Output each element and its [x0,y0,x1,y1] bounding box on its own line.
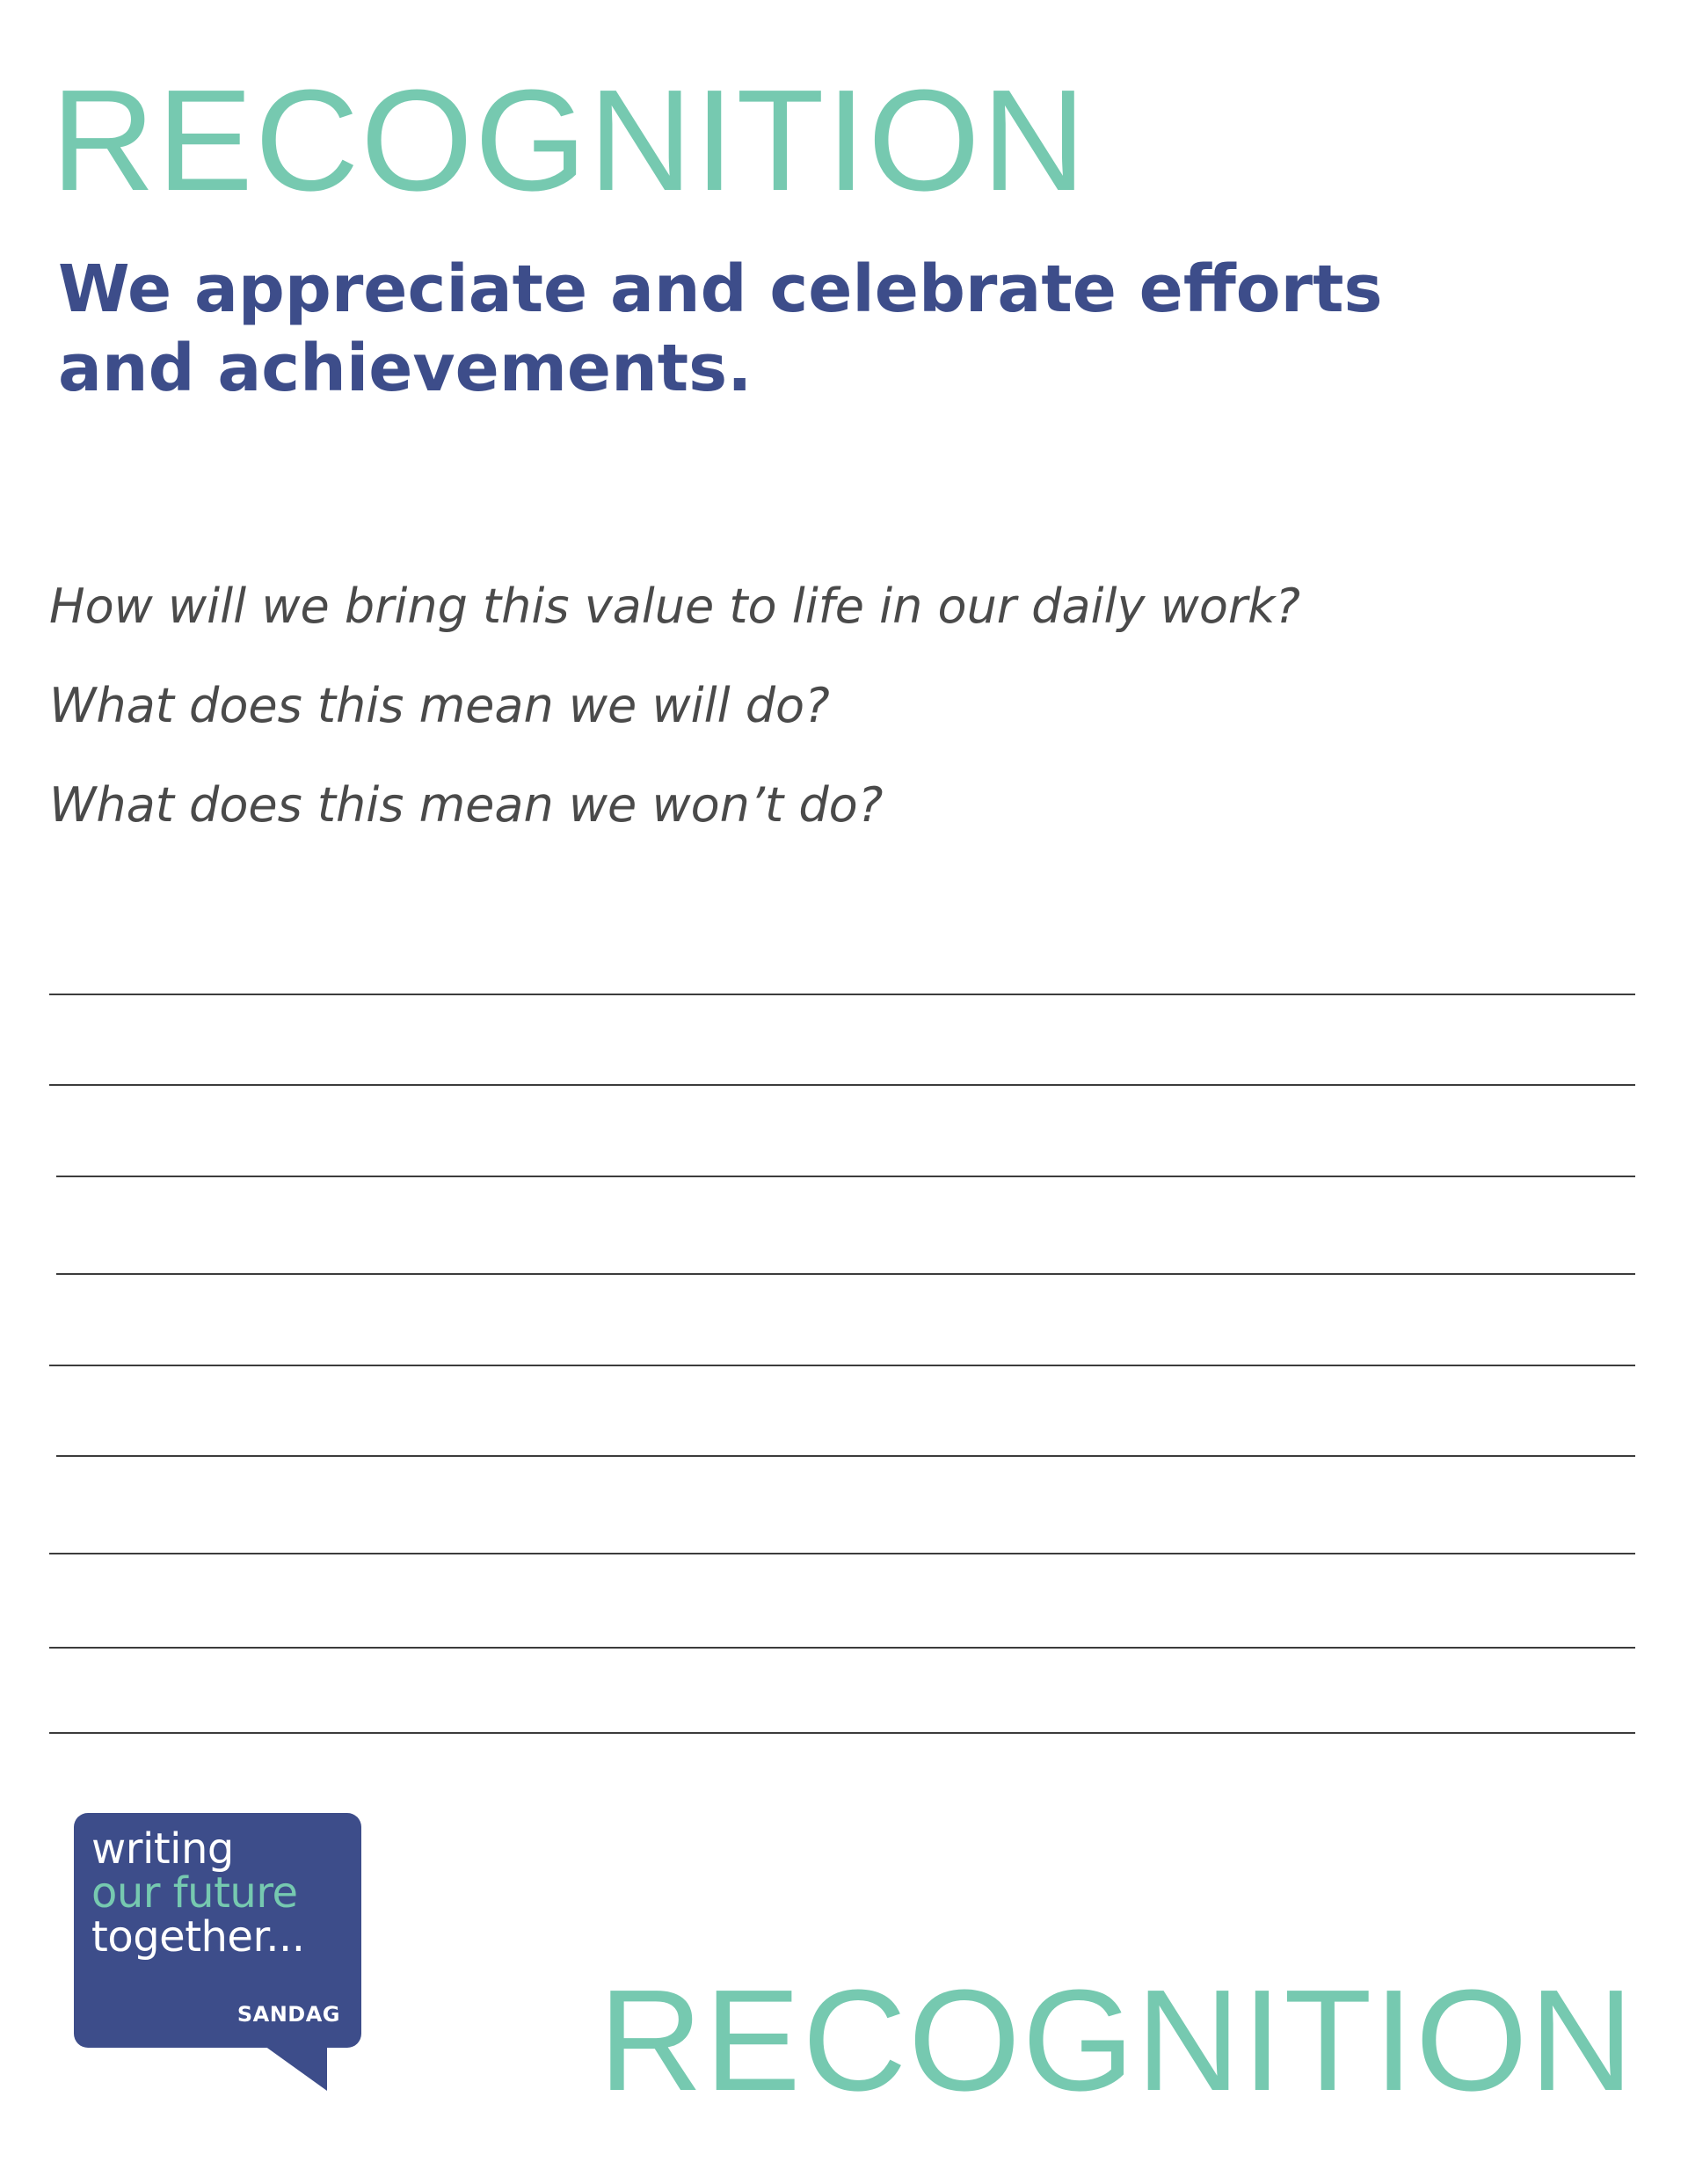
page-title: RECOGNITION [51,60,1088,221]
writing-line [49,994,1635,995]
logo-text-writing: writing [91,1824,234,1874]
question-daily-work: How will we bring this value to life in our daily work? [49,579,1301,634]
sandag-speech-bubble-logo [74,1813,361,2048]
speech-bubble-tail-icon [258,2042,338,2103]
reflection-questions [49,579,1300,877]
writing-line [56,1273,1635,1275]
value-tagline: We appreciate and celebrate efforts and achievements. [58,251,1383,406]
writing-line [49,1732,1635,1734]
logo-text-together: together... [91,1912,305,1962]
sandag-wordmark: SANDAG [236,2002,340,2027]
writing-line [49,1084,1635,1086]
question-wont-do: What does this mean we won’t do? [49,777,884,833]
question-will-do: What does this mean we will do? [49,678,830,733]
footer-title: RECOGNITION [598,1960,1635,2121]
writing-line [49,1365,1635,1366]
writing-line [56,1455,1635,1457]
logo-text-our-future: our future [91,1868,298,1918]
writing-line [49,1553,1635,1554]
writing-line [49,1647,1635,1649]
writing-line [56,1176,1635,1177]
